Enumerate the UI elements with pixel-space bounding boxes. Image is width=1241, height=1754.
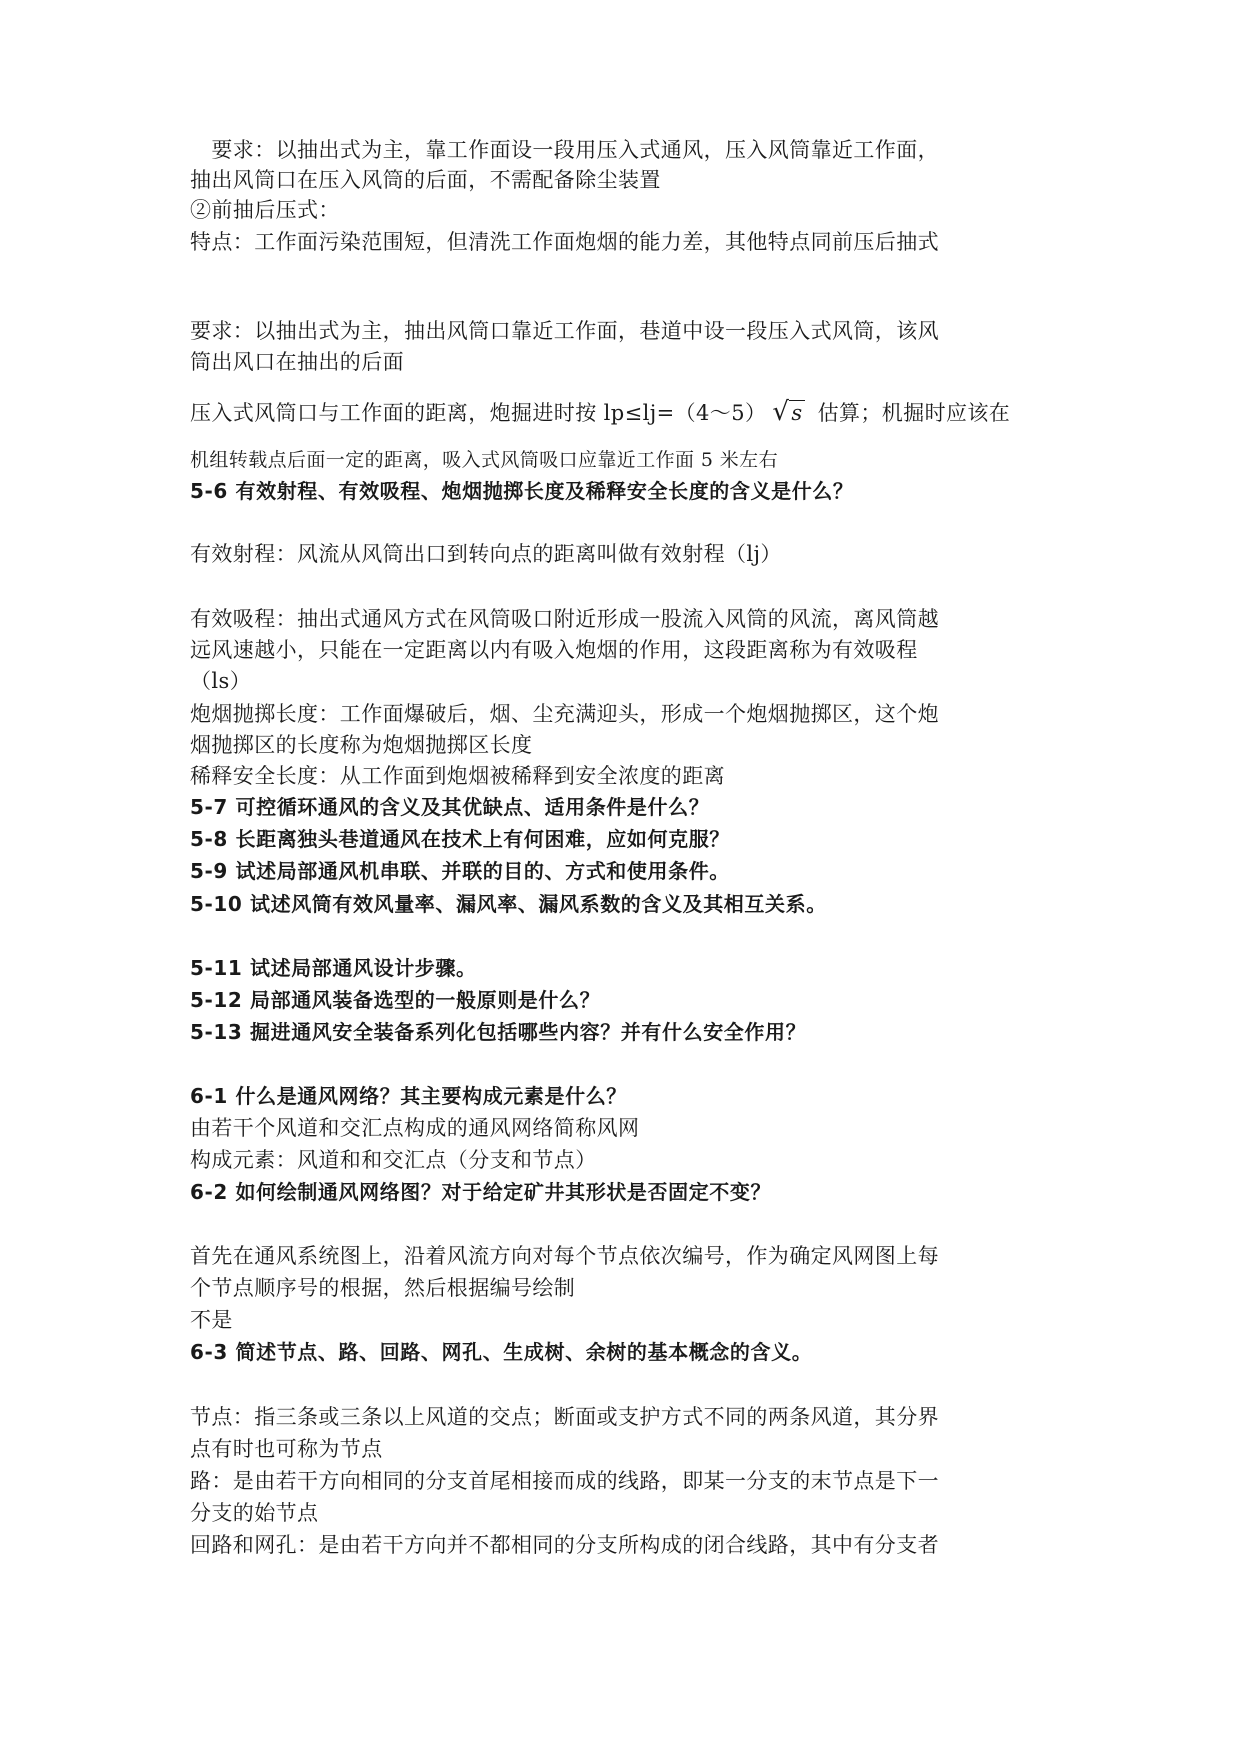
paragraph-line: 路：是由若干方向相同的分支首尾相接而成的线路，即某一分支的末节点是下一 [190,1469,939,1493]
paragraph-line: 个节点顺序号的根据，然后根据编号绘制 [190,1276,576,1300]
sqrt-radical-icon: √ [772,397,790,427]
formula-line-text-start: 压入式风筒口与工作面的距离，炮掘进时按 lp≤lj=（4～5） [190,401,767,425]
formula-line [190,397,1010,428]
sqrt-formula [772,397,804,428]
question-heading: 5-12 局部通风装备选型的一般原则是什么？ [190,988,601,1012]
question-heading: 5-7 可控循环通风的含义及其优缺点、适用条件是什么？ [190,795,710,819]
question-heading: 5-6 有效射程、有效吸程、炮烟抛掷长度及稀释安全长度的含义是什么？ [190,479,854,503]
paragraph-line: 节点：指三条或三条以上风道的交点；断面或支护方式不同的两条风道，其分界 [190,1405,939,1429]
paragraph-line: 烟抛掷区的长度称为炮烟抛掷区长度 [190,733,533,757]
paragraph-line: 构成元素：风道和和交汇点（分支和节点） [190,1148,597,1172]
paragraph-line: ②前抽后压式： [190,198,340,222]
paragraph-line: 回路和网孔：是由若干方向并不都相同的分支所构成的闭合线路，其中有分支者 [190,1533,939,1557]
question-heading: 6-2 如何绘制通风网络图？对于给定矿井其形状是否固定不变？ [190,1180,772,1204]
paragraph-line: 首先在通风系统图上，沿着风流方向对每个节点依次编号，作为确定风网图上每 [190,1244,939,1268]
paragraph-line: 炮烟抛掷长度：工作面爆破后，烟、尘充满迎头，形成一个炮烟抛掷区，这个炮 [190,702,939,726]
paragraph-line: 有效射程：风流从风筒出口到转向点的距离叫做有效射程（lj） [190,542,782,566]
paragraph-line: 抽出风筒口在压入风筒的后面，不需配备除尘装置 [190,168,661,192]
paragraph-line: 稀释安全长度：从工作面到炮烟被稀释到安全浓度的距离 [190,764,725,788]
question-heading: 5-11 试述局部通风设计步骤。 [190,956,477,980]
paragraph-line: 由若干个风道和交汇点构成的通风网络简称风网 [190,1116,640,1140]
formula-line-text-end: 估算；机掘时应该在 [810,401,1011,425]
question-heading: 6-1 什么是通风网络？其主要构成元素是什么？ [190,1084,627,1108]
paragraph-line: 分支的始节点 [190,1501,319,1525]
question-heading: 5-8 长距离独头巷道通风在技术上有何困难，应如何克服？ [190,827,730,851]
question-heading: 5-9 试述局部通风机串联、并联的目的、方式和使用条件。 [190,859,730,883]
paragraph-line: 特点：工作面污染范围短，但清洗工作面炮烟的能力差，其他特点同前压后抽式 [190,230,939,254]
paragraph-line: （ls） [190,669,252,693]
paragraph-line: 要求：以抽出式为主，抽出风筒口靠近工作面，巷道中设一段压入式风筒，该风 [190,319,939,343]
sqrt-operand: s [791,401,803,425]
paragraph-line: 点有时也可称为节点 [190,1437,383,1461]
paragraph-line: 机组转载点后面一定的距离，吸入式风筒吸口应靠近工作面 5 米左右 [190,449,778,471]
question-heading: 5-10 试述风筒有效风量率、漏风率、漏风系数的含义及其相互关系。 [190,892,827,916]
paragraph-line: 筒出风口在抽出的后面 [190,350,404,374]
paragraph-line: 远风速越小，只能在一定距离以内有吸入炮烟的作用，这段距离称为有效吸程 [190,638,918,662]
paragraph-line: 不是 [190,1308,233,1332]
paragraph-line: 有效吸程：抽出式通风方式在风筒吸口附近形成一股流入风筒的风流，离风筒越 [190,607,939,631]
paragraph-line: 要求：以抽出式为主，靠工作面设一段用压入式通风，压入风筒靠近工作面， [190,138,939,162]
question-heading: 5-13 掘进通风安全装备系列化包括哪些内容？并有什么安全作用？ [190,1020,807,1044]
question-heading: 6-3 简述节点、路、回路、网孔、生成树、余树的基本概念的含义。 [190,1340,813,1364]
